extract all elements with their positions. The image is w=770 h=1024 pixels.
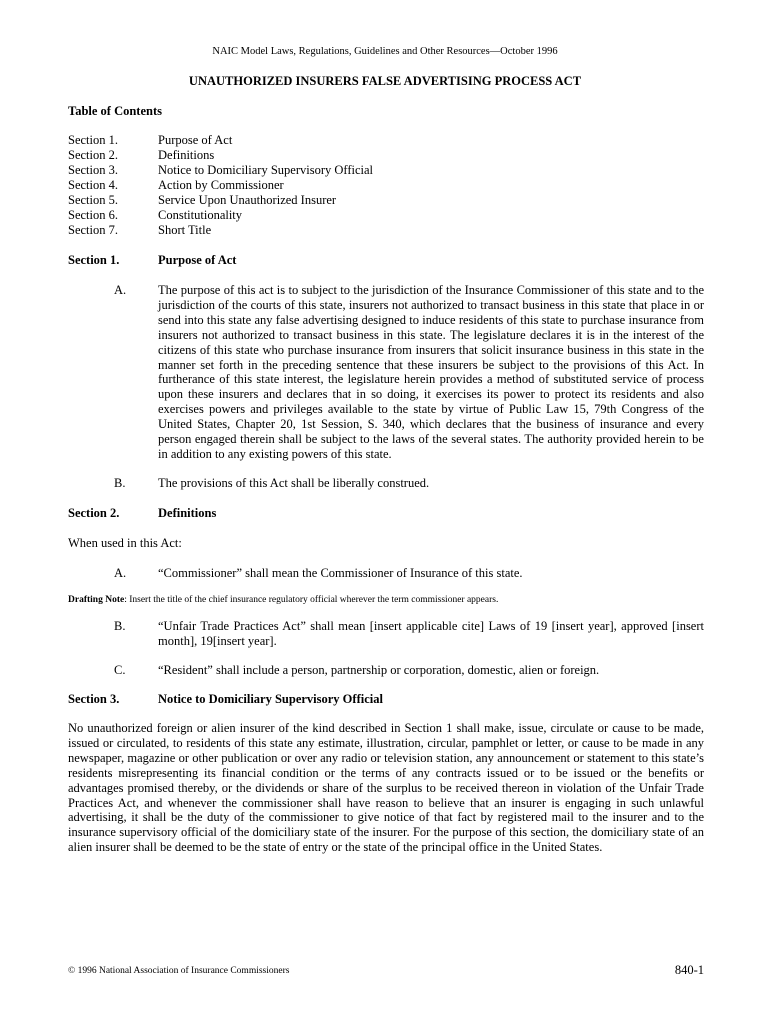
- document-title: UNAUTHORIZED INSURERS FALSE ADVERTISING PROCESS ACT: [188, 74, 582, 88]
- section-1-paragraph-b: The provisions of this Act shall be liberally construed.: [158, 476, 430, 490]
- item-letter: A.: [114, 283, 127, 297]
- section-title: Purpose of Act: [158, 253, 237, 267]
- drafting-note: [68, 595, 498, 605]
- section-number: Section 1.: [68, 253, 120, 267]
- section-1-paragraph-a: The purpose of this act is to subject to the jurisdiction of the Insurance Commissioner of this state and to the jurisdiction of the courts of this state, insurers not authorized to transact business in this state that place in or send into this state any false advertising designed to induce residents of this state to purchase insurance from insurers not authorized to transact business in this state. The legislature declares it is in the interest of the citizens of this state who purchase insurance from insurers that solicit insurance business in this state in the manner set forth in the preceding sentence that these insurers be subject to the provisions of this Act. In furtherance of this state interest, the legislature herein provides a method of substituted service of process upon these insurers and declares that in so doing, it exercises its power to protect its residents and also exercises powers and privileges available to the state by virtue of Public Law 15, 79th Congress of the United States, Chapter 20, 1st Session, S. 340, which declares that the business of insurance and every person engaged therein shall be subject to the laws of the several states. The authority provided herein to be in addition to any existing powers of this state.: [158, 283, 704, 461]
- item-letter: B.: [114, 619, 126, 633]
- toc-item-number: Section 1.: [68, 133, 118, 147]
- definition-c: “Resident” shall include a person, partnership or corporation, domestic, alien or foreign.: [158, 663, 600, 677]
- drafting-note-text: : Insert the title of the chief insurance regulatory official wherever the term commissioner appears.: [124, 595, 499, 605]
- section-3-paragraph: No unauthorized foreign or alien insurer of the kind described in Section 1 shall make, issue, circulate or cause to be made, issued or circulated, to residents of this state any estimate, illustration, circular, pamphlet or letter, or cause to be made in any newspaper, magazine or other publication or over any radio or television station, any announcement or statement to this state’s residents misrepresenting its financial condition or the terms of any contracts issued or to be issued or the benefits or advantages promised thereby, or the dividends or share of the surplus to be received thereon in violation of the Unfair Trade Practices Act, and whenever the commissioner shall have reason to believe that an insurer is engaging in such unlawful advertising, it shall be the duty of the commissioner to give notice of that fact by registered mail to the insurer and to the insurance supervisory official of the domiciliary state of the insurer. For the purpose of this section, the domiciliary state of an alien insurer shall be deemed to be the state of entry or the state of the principal office in the United States.: [68, 721, 704, 855]
- section-title: Definitions: [158, 506, 217, 520]
- copyright-notice: © 1996 National Association of Insurance Commissioners: [68, 966, 290, 976]
- toc-item-number: Section 2.: [68, 148, 118, 162]
- section-2-intro: When used in this Act:: [68, 536, 182, 550]
- section-title: Notice to Domiciliary Supervisory Official: [158, 692, 383, 706]
- toc-item-label: Short Title: [158, 223, 212, 237]
- item-letter: C.: [114, 663, 126, 677]
- toc-item-number: Section 6.: [68, 208, 118, 222]
- toc-item-number: Section 7.: [68, 223, 118, 237]
- toc-item-label: Service Upon Unauthorized Insurer: [158, 193, 337, 207]
- toc-item-number: Section 3.: [68, 163, 118, 177]
- toc-item-number: Section 5.: [68, 193, 118, 207]
- drafting-note-label: Drafting Note: [68, 595, 125, 605]
- item-letter: A.: [114, 566, 127, 580]
- toc-heading: Table of Contents: [68, 104, 162, 118]
- section-number: Section 2.: [68, 506, 120, 520]
- section-number: Section 3.: [68, 692, 120, 706]
- toc-item-label: Purpose of Act: [158, 133, 233, 147]
- running-head: NAIC Model Laws, Regulations, Guidelines and Other Resources—October 1996: [212, 46, 558, 57]
- toc-item-label: Constitutionality: [158, 208, 243, 222]
- page-number: 840-1: [674, 963, 704, 977]
- toc-item-label: Definitions: [158, 148, 215, 162]
- toc-item-label: Notice to Domiciliary Supervisory Official: [158, 163, 373, 177]
- definition-b: “Unfair Trade Practices Act” shall mean [insert applicable cite] Laws of 19 [insert year], approved [insert month], 19[insert year].: [158, 619, 704, 648]
- toc-item-number: Section 4.: [68, 178, 118, 192]
- toc-item-label: Action by Commissioner: [158, 178, 284, 192]
- item-letter: B.: [114, 476, 126, 490]
- definition-a: “Commissioner” shall mean the Commissioner of Insurance of this state.: [158, 566, 523, 580]
